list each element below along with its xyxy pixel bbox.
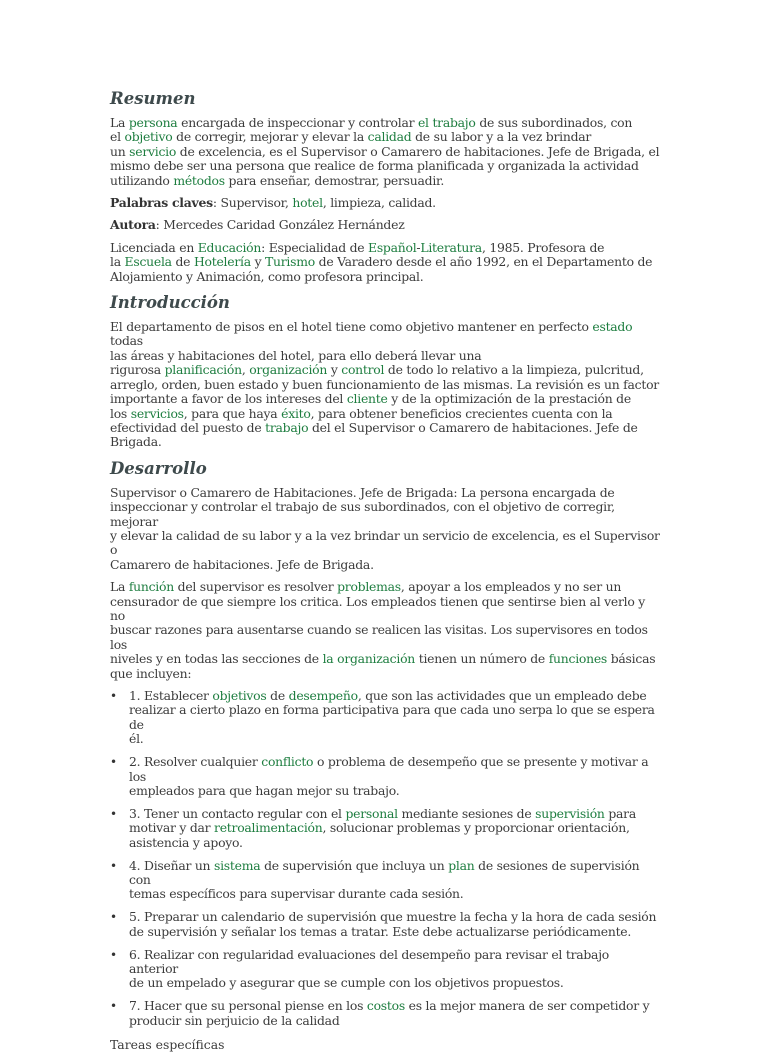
tareas-especificas-text: Tareas específicas <box>110 1036 225 1052</box>
heading-resumen: Resumen <box>110 89 196 108</box>
list-item: • 6. Realizar con regularidad evaluaciones del desempeño para revisar el trabajo anterior de un empelado y asegurar que se cumple con los objetivos propuestos. <box>110 946 609 991</box>
inline-link[interactable]: la organización <box>322 651 416 667</box>
bullet-icon: • <box>110 689 117 703</box>
inline-link[interactable]: desempeño <box>288 688 358 703</box>
desarrollo-paragraph-1: Supervisor o Camarero de Habitaciones. Jefe de Brigada: La persona encargada de inspeccionar y controlar el trabajo de sus subordinados, con el objetivo de corregir, mejorar y elevar la calidad de su labor y a la vez brindar un servicio de excelencia, es el Supervisor o Camarero de habitaciones. Jefe de Brigada. <box>110 484 660 572</box>
inline-link[interactable]: calidad <box>367 129 412 145</box>
inline-link[interactable]: cliente <box>346 391 388 407</box>
inline-link[interactable]: Turismo <box>265 254 315 270</box>
list-item: • 1. Establecer objetivos de desempeño, que son las actividades que un empleado debe realizar a cierto plazo en forma participativa para que cada uno serpa lo que se espera de él. <box>110 688 655 747</box>
inline-link[interactable]: organización <box>249 362 328 378</box>
bullet-icon: • <box>110 999 117 1014</box>
desarrollo-paragraph-2: La función del supervisor es resolver problemas, apoyar a los empleados y no ser un censurador de que siempre los critica. Los empleados tienen que sentirse bien al verlo y no buscar razones para ausentarse cuando se realicen las visitas. Los supervisores en todos los niveles y en todas las secciones de la organización tienen un número de funciones básicas que incluyen: <box>110 579 656 681</box>
list-item: • 7. Hacer que su personal piense en los costos es la mejor manera de ser competidor y producir sin perjuicio de la calidad <box>110 998 650 1028</box>
list-item: • 4. Diseñar un sistema de supervisión que incluya un plan de sesiones de supervisión con temas específicos para supervisar durante cada sesión. <box>110 857 640 902</box>
resumen-paragraph: La persona encargada de inspeccionar y controlar el trabajo de sus subordinados, con el objetivo de corregir, mejorar y elevar la calidad de su labor y a la vez brindar un servicio de excelencia, es el Supervisor o Camarero de habitaciones. Jefe de Brigada, el mismo debe ser una persona que realice de forma planificada y organizada la actividad utilizando métodos para enseñar, demostrar, persuadir. <box>110 115 660 188</box>
inline-link[interactable]: funciones <box>548 651 608 667</box>
inline-link[interactable]: personal <box>345 805 398 821</box>
bullet-icon: • <box>110 947 117 962</box>
inline-link[interactable]: Hotelería <box>193 254 251 270</box>
heading-desarrollo: Desarrollo <box>110 458 207 478</box>
inline-link[interactable]: conflicto <box>261 754 314 770</box>
inline-link[interactable]: hotel <box>292 195 323 211</box>
inline-link[interactable]: sistema <box>213 857 261 873</box>
bold-label: Palabras claves <box>110 195 213 211</box>
inline-link[interactable]: servicios <box>130 405 184 421</box>
inline-link[interactable]: objetivo <box>124 129 173 145</box>
introduccion-paragraph: El departamento de pisos en el hotel tiene como objetivo mantener en perfecto estado todas las áreas y habitaciones del hotel, para ello deberá llevar una rigurosa planificación, organización y control de todo lo relativo a la limpieza, pulcritud, arreglo, orden, buen estado y buen funcionamiento de las mismas. La revisión es un factor importante a favor de los intereses del cliente y de la optimización de la prestación de los servicios, para que haya éxito, para obtener beneficios crecientes cuenta con la efectividad del puesto de trabajo del el Supervisor o Camarero de habitaciones. Jefe de Brigada. <box>110 319 659 450</box>
list-item: • 3. Tener un contacto regular con el personal mediante sesiones de supervisión para motivar y dar retroalimentación, solucionar problemas y proporcionar orientación, asistencia y apoyo. <box>110 805 636 850</box>
bullet-icon: • <box>110 910 117 925</box>
heading-introduccion: Introducción <box>110 293 230 313</box>
inline-link[interactable]: Literatura <box>420 239 482 255</box>
bullet-icon: • <box>110 806 117 821</box>
inline-link[interactable]: trabajo <box>265 419 309 435</box>
inline-link[interactable]: métodos <box>173 172 225 188</box>
bold-label: Autora <box>110 217 156 233</box>
functions-list <box>110 689 660 1028</box>
author-line: Autora: Mercedes Caridad González Hernández <box>110 217 405 233</box>
bullet-icon: • <box>110 755 117 770</box>
author-bio: Licenciada en Educación: Especialidad de Español-Literatura, 1985. Profesora de la Escuela de Hotelería y Turismo de Varadero desde el año 1992, en el Departamento de Alojamiento y Animación, como profesora principal. <box>110 239 653 284</box>
inline-link[interactable]: Educación <box>197 239 262 255</box>
inline-link[interactable]: servicio <box>129 143 177 159</box>
inline-link[interactable]: plan <box>448 857 475 873</box>
inline-link[interactable]: el trabajo <box>417 115 476 130</box>
inline-link[interactable]: éxito <box>281 405 311 421</box>
document-body <box>110 84 660 1052</box>
inline-link[interactable]: supervisión <box>535 805 605 821</box>
inline-link[interactable]: persona <box>128 115 178 130</box>
inline-link[interactable]: retroalimentación <box>214 820 323 836</box>
inline-link[interactable]: función <box>128 579 174 595</box>
inline-link[interactable]: objetivos <box>212 688 267 703</box>
inline-link[interactable]: Escuela <box>124 254 172 270</box>
keywords-line: Palabras claves: Supervisor, hotel, limpieza, calidad. <box>110 195 436 211</box>
inline-link[interactable]: costos <box>366 998 405 1014</box>
bullet-icon: • <box>110 858 117 873</box>
inline-link[interactable]: planificación <box>164 362 242 378</box>
inline-link[interactable]: Español <box>368 239 417 255</box>
list-item: • 5. Preparar un calendario de supervisión que muestre la fecha y la hora de cada sesión de supervisión y señalar los temas a tratar. Este debe actualizarse periódicamente. <box>110 909 657 939</box>
inline-link[interactable]: estado <box>592 319 633 335</box>
inline-link[interactable]: problemas <box>337 579 401 595</box>
list-item: • 2. Resolver cualquier conflicto o problema de desempeño que se presente y motivar a los empleados para que hagan mejor su trabajo. <box>110 754 649 798</box>
inline-link[interactable]: control <box>341 362 385 378</box>
